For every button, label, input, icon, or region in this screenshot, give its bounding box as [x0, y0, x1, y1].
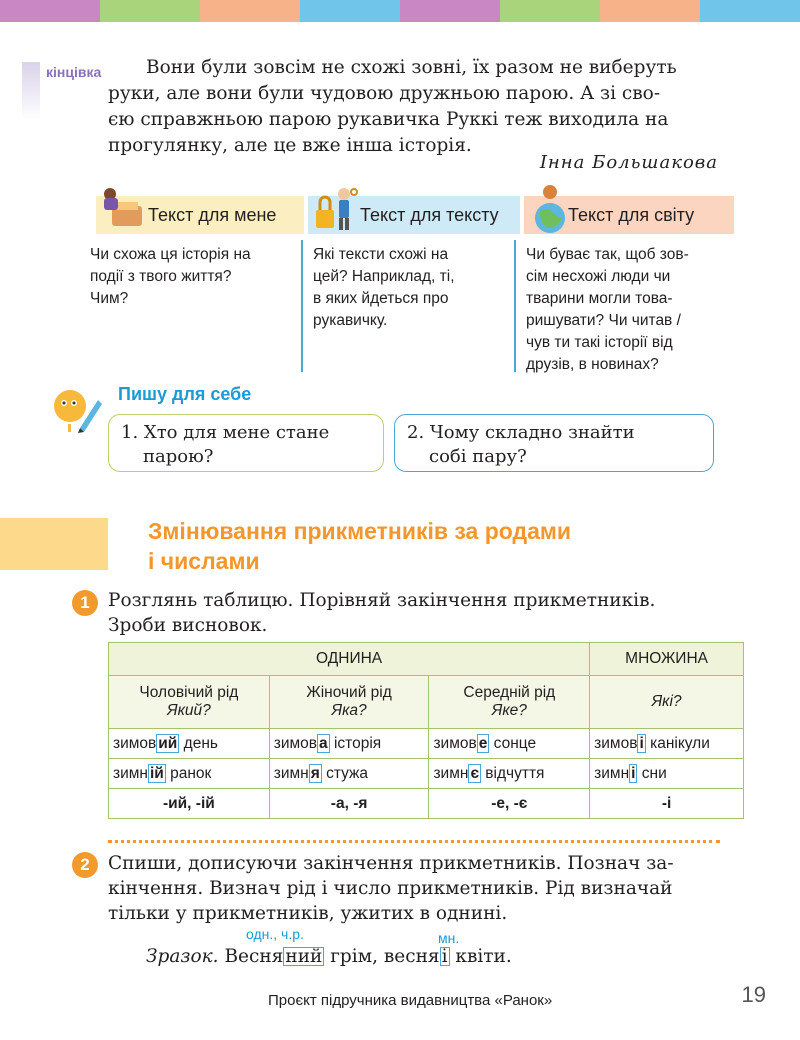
column-line: сім несхожі люди чи: [526, 268, 671, 285]
story-line: руки, але вони були чудовою дружньою парою. А зі сво-: [108, 83, 661, 104]
section-heading-line: Змінювання прикметників за родами: [148, 518, 572, 544]
table-cell: зимн є відчуття: [429, 759, 590, 789]
question-line: собі пару?: [429, 446, 527, 467]
column-text-for-me: [90, 244, 298, 310]
pencil-mascot-icon: [50, 384, 104, 434]
header-label: Текст для мене: [148, 205, 277, 225]
header-text-for-world: [524, 196, 734, 234]
annotation-singular-masc: одн., ч.р.: [246, 926, 304, 942]
task-line: тільки у прикметників, ужитих в однині.: [108, 903, 508, 924]
table-header-row: [109, 643, 744, 676]
table-cell: зимов а історія: [269, 729, 429, 759]
header-label: Текст для світу: [568, 205, 695, 225]
endings-cell: -е, -є: [429, 789, 590, 819]
section-heading: [148, 516, 571, 576]
column-line: Чи буває так, щоб зов-: [526, 246, 689, 263]
section-heading-line: і числами: [148, 548, 260, 574]
singular-header: ОДНИНА: [109, 643, 590, 676]
task-line: кінчення. Визнач рід і число прикметників. Рід визначай: [108, 878, 673, 899]
table-cell: зимов е сонце: [429, 729, 590, 759]
column-line: друзів, в новинах?: [526, 356, 659, 373]
column-line: Чим?: [90, 290, 129, 307]
header-text-for-me: [96, 196, 304, 234]
stripe-segment: [400, 0, 500, 22]
endings-cell: -а, -я: [269, 789, 429, 819]
column-line: чув ти такі історії від: [526, 334, 673, 351]
write-for-self-title: Пишу для себе: [118, 384, 252, 404]
column-line: ришувати? Чи читав /: [526, 312, 681, 329]
table-subheader-row: [109, 676, 744, 729]
footer-publisher: Проєкт підручника видавництва «Ранок»: [268, 992, 553, 1009]
ending-box: ний: [285, 946, 323, 967]
task-line: Зроби висновок.: [108, 615, 268, 636]
task-number-badge: 2: [72, 852, 98, 878]
question-line: 2. Чому складно знайти: [407, 422, 635, 443]
table-cell: зимн ій ранок: [109, 759, 270, 789]
question-box-1: [108, 414, 384, 472]
stripe-segment: [200, 0, 300, 22]
column-line: події з твого життя?: [90, 268, 232, 285]
story-author: Інна Большакова: [539, 152, 718, 173]
story-line: прогулянку, але це вже інша історія.: [108, 135, 472, 156]
adjective-endings-table: [108, 642, 744, 819]
table-cell: зимн і сни: [590, 759, 744, 789]
table-cell: зимн я стужа: [269, 759, 429, 789]
gender-header: Середній рід Яке?: [429, 676, 590, 729]
example-line: Зразок. Весня ний грім, весня і квіти.: [146, 946, 512, 967]
gender-header: Чоловічий рід Який?: [109, 676, 270, 729]
column-text-for-world: [526, 244, 734, 376]
globe-girl-icon: [530, 182, 570, 236]
section-tag-marker: [22, 62, 40, 120]
question-line: парою?: [143, 446, 214, 467]
table-row: [109, 759, 744, 789]
story-line: Вони були зовсім не схожі зовні, їх разом не виберуть: [146, 57, 677, 78]
task-line: Спиши, дописуючи закінчення прикметників. Познач за-: [108, 853, 674, 874]
endings-cell: -ий, -ій: [109, 789, 270, 819]
story-line: єю справжньою парою рукавичка Руккі теж виходила на: [108, 109, 669, 130]
story-paragraph: [108, 55, 720, 159]
stripe-segment: [300, 0, 400, 22]
column-line: в яких йдеться про: [313, 290, 449, 307]
column-line: тварини могли това-: [526, 290, 673, 307]
endings-cell: -і: [590, 789, 744, 819]
task-1-text: [108, 588, 720, 638]
header-text-for-text: [308, 196, 520, 234]
stripe-segment: [700, 0, 800, 22]
section-heading-marker: [0, 518, 108, 570]
endings-row: [109, 789, 744, 819]
dotted-separator: [108, 840, 720, 843]
column-divider: [301, 240, 303, 372]
stripe-segment: [600, 0, 700, 22]
task-line: Розглянь таблицю. Порівняй закінчення прикметників.: [108, 590, 656, 611]
column-divider: [514, 240, 516, 372]
column-line: цей? Наприклад, ті,: [313, 268, 455, 285]
stripe-segment: [500, 0, 600, 22]
page-number: 19: [741, 982, 766, 1007]
task-number-badge: 1: [72, 590, 98, 616]
plural-header: МНОЖИНА: [590, 643, 744, 676]
question-box-2: [394, 414, 714, 472]
top-color-stripe: [0, 0, 800, 22]
table-cell: зимов і канікули: [590, 729, 744, 759]
header-label: Текст для тексту: [360, 205, 499, 225]
column-text-for-text: [313, 244, 509, 332]
column-line: Чи схожа ця історія на: [90, 246, 251, 263]
gender-header: Жіночий рід Яка?: [269, 676, 429, 729]
question-line: 1. Хто для мене стане: [121, 422, 330, 443]
column-line: рукавичку.: [313, 312, 388, 329]
section-tag: кінцівка: [46, 64, 102, 80]
reader-boy-icon: [98, 184, 148, 232]
annotation-plural: мн.: [438, 930, 460, 946]
table-row: [109, 729, 744, 759]
plural-question-header: Які?: [590, 676, 744, 729]
stripe-segment: [0, 0, 100, 22]
column-line: Які тексти схожі на: [313, 246, 449, 263]
task-2-text: [108, 851, 720, 926]
stripe-segment: [100, 0, 200, 22]
example-label: Зразок.: [146, 946, 219, 967]
table-cell: зимов ий день: [109, 729, 270, 759]
ending-box: і: [441, 946, 448, 967]
lock-key-icon: [312, 182, 360, 234]
